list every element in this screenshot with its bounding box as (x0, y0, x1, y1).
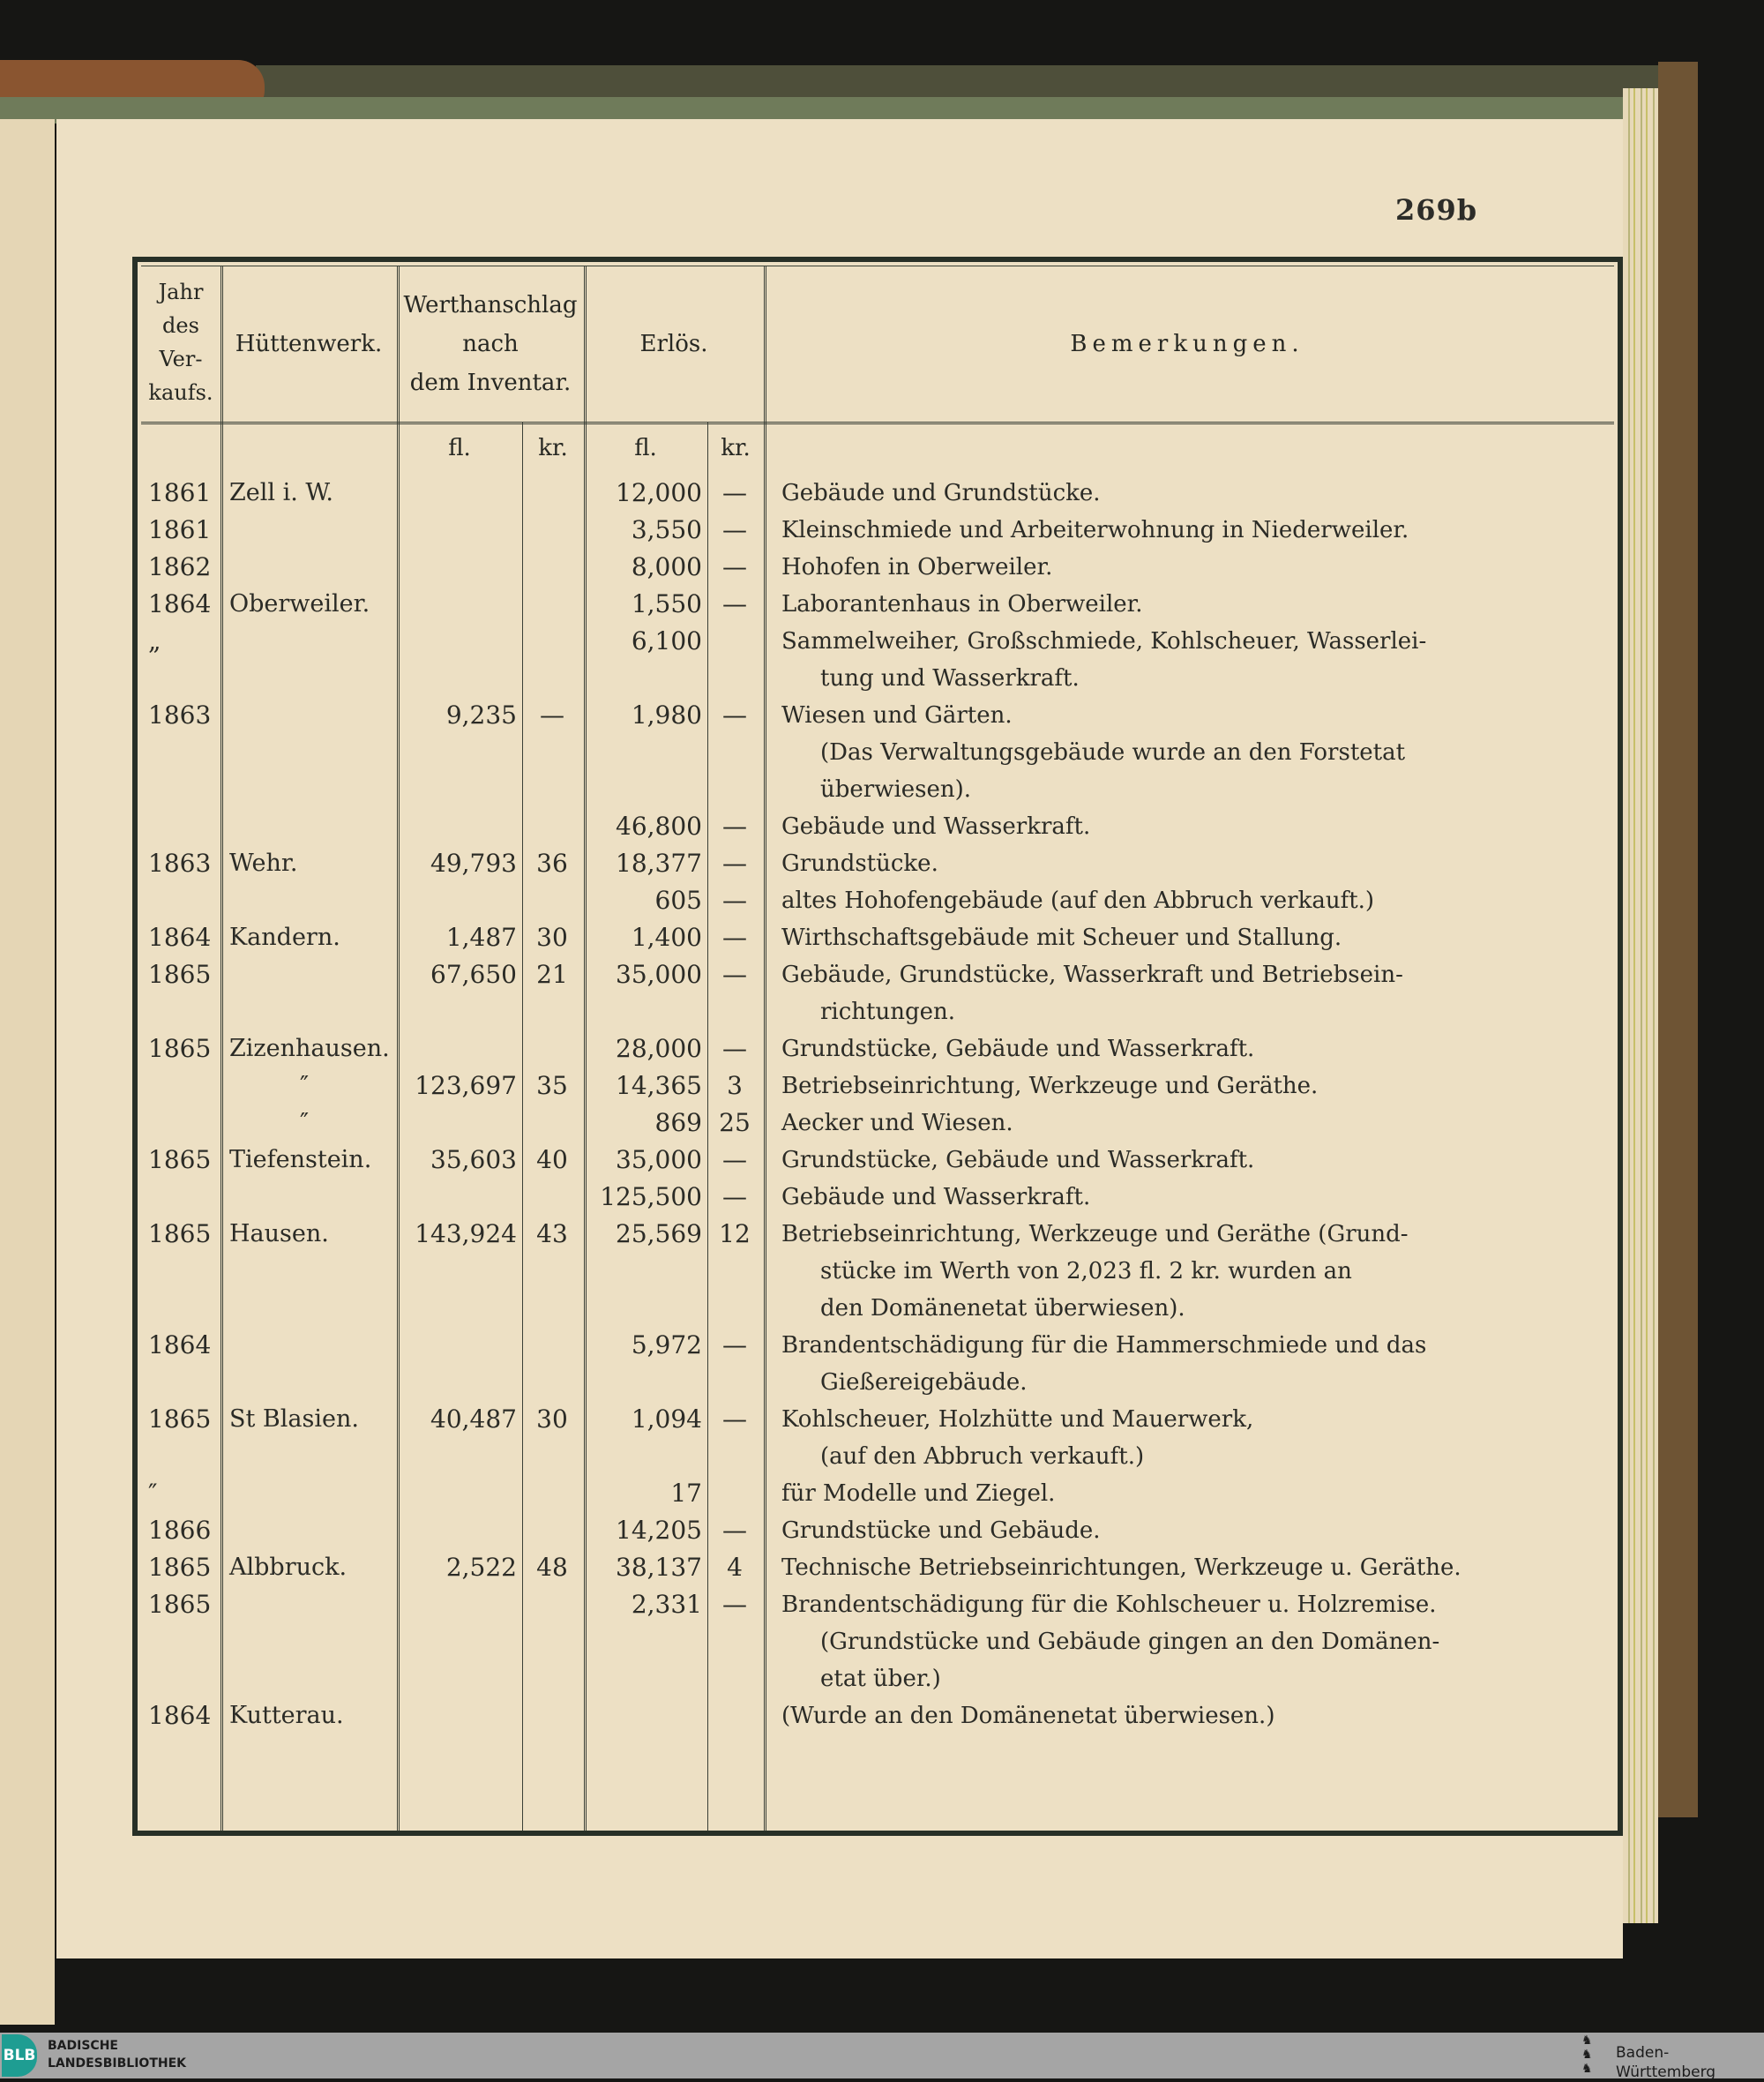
cell-proceeds-kr: 4 (727, 1553, 743, 1582)
header-year (141, 275, 220, 409)
header-remarks: Bemerkungen. (1070, 331, 1304, 357)
cell-valuation-fl: 35,603 (430, 1145, 517, 1174)
cell-remark: Brandentschädigung für die Kohlscheuer u. Holzremise. (781, 1591, 1437, 1618)
header-year-line: Ver- (159, 347, 203, 371)
cell-year: 1866 (148, 1516, 212, 1545)
blb-library-name (48, 2037, 186, 2072)
cell-valuation-kr: 35 (536, 1071, 568, 1100)
header-year-line: Jahr (158, 280, 204, 304)
header-valuation-line: nach (462, 331, 519, 357)
header-works: Hüttenwerk. (235, 331, 383, 357)
cell-works: Zizenhausen. (229, 1035, 390, 1062)
cell-valuation-kr: 30 (536, 1404, 568, 1434)
cell-remark: (Grundstücke und Gebäude gingen an den Domänen- (820, 1629, 1440, 1655)
cell-remark: Wirthschaftsgebäude mit Scheuer und Stallung. (781, 925, 1342, 951)
cell-valuation-fl: 9,235 (445, 700, 517, 730)
cell-remark: (auf den Abbruch verkauft.) (820, 1443, 1145, 1470)
left-page-sliver (0, 119, 55, 2025)
cell-remark: Technische Betriebseinrichtungen, Werkzeuge u. Geräthe. (781, 1554, 1461, 1581)
cell-year: 1865 (148, 1145, 212, 1174)
cell-proceeds-fl: 12,000 (616, 478, 702, 507)
cell-proceeds-fl: 1,980 (631, 700, 702, 730)
cell-year: 1861 (148, 478, 212, 507)
cell-year: 1865 (148, 1219, 212, 1248)
cell-remark: Sammelweiher, Großschmiede, Kohlscheuer, Wasserlei- (781, 628, 1427, 655)
cell-remark: altes Hohofengebäude (auf den Abbruch verkauft.) (781, 887, 1375, 914)
cell-proceeds-fl: 25,569 (616, 1219, 702, 1248)
cell-remark: Gebäude und Grundstücke. (781, 480, 1101, 506)
cell-valuation-fl: 49,793 (430, 849, 517, 878)
cell-proceeds-kr: — (722, 1182, 747, 1211)
cell-proceeds-kr: — (722, 923, 747, 952)
header-year-line: des (162, 313, 199, 338)
cell-valuation-fl: 143,924 (415, 1219, 517, 1248)
cell-year: 1864 (148, 1701, 212, 1730)
cell-year: 1861 (148, 515, 212, 544)
cell-year: ″ (148, 1479, 158, 1508)
cell-proceeds-fl: 2,331 (631, 1590, 702, 1619)
cell-proceeds-kr: — (722, 700, 747, 730)
cell-proceeds-fl: 6,100 (631, 626, 702, 655)
page-block-right-edge (1623, 88, 1658, 1923)
cell-proceeds-kr: — (722, 589, 747, 618)
cell-valuation-fl: 1,487 (445, 923, 517, 952)
cell-works: Albbruck. (229, 1554, 348, 1581)
baden-wuerttemberg-label[interactable]: Baden-Württemberg (1616, 2044, 1716, 2081)
cell-works: St Blasien. (229, 1405, 359, 1433)
cell-proceeds-fl: 46,800 (616, 812, 702, 841)
cell-valuation-fl: 123,697 (415, 1071, 517, 1100)
cell-remark: stücke im Werth von 2,023 fl. 2 kr. wurden an (820, 1258, 1352, 1284)
cell-proceeds-fl: 125,500 (600, 1182, 702, 1211)
cell-proceeds-fl: 35,000 (616, 1145, 702, 1174)
column-divider (584, 266, 587, 1831)
cell-valuation-kr: — (540, 700, 564, 730)
cell-remark: den Domänenetat überwiesen). (820, 1295, 1185, 1322)
cell-proceeds-kr: — (722, 1034, 747, 1063)
header-divider (141, 422, 1614, 424)
cell-remark: Wiesen und Gärten. (781, 702, 1013, 729)
cell-proceeds-kr: — (722, 1590, 747, 1619)
cell-year: 1865 (148, 960, 212, 989)
cell-proceeds-fl: 35,000 (616, 960, 702, 989)
cell-works: Oberweiler. (229, 590, 370, 618)
cell-works: ″ (300, 1072, 310, 1099)
cell-year: 1864 (148, 1330, 212, 1359)
cell-remark: Grundstücke und Gebäude. (781, 1517, 1101, 1544)
page-number: 269b (1395, 193, 1478, 227)
column-divider (522, 422, 523, 1831)
cell-valuation-kr: 40 (536, 1145, 568, 1174)
subheader-proc-kr: kr. (721, 435, 751, 461)
cell-proceeds-fl: 8,000 (631, 552, 702, 581)
blb-logo[interactable]: BLB (2, 2034, 37, 2077)
cell-proceeds-kr: — (722, 1516, 747, 1545)
column-divider (707, 422, 708, 1831)
cell-works: Tiefenstein. (229, 1146, 372, 1173)
cell-proceeds-kr: — (722, 552, 747, 581)
cell-proceeds-fl: 3,550 (631, 515, 702, 544)
cell-year: „ (148, 626, 161, 655)
blb-library-name-line: BADISCHE (48, 2039, 118, 2053)
cell-year: 1865 (148, 1590, 212, 1619)
cell-proceeds-fl: 1,094 (631, 1404, 702, 1434)
cell-proceeds-fl: 869 (654, 1108, 702, 1137)
column-divider (397, 266, 400, 1831)
book-cover-right (1658, 62, 1698, 1817)
cell-remark: Brandentschädigung für die Hammerschmiede und das (781, 1332, 1427, 1359)
cell-year: 1865 (148, 1404, 212, 1434)
subheader-val-fl: fl. (448, 435, 471, 461)
cell-valuation-fl: 2,522 (445, 1553, 517, 1582)
cell-remark: Kohlscheuer, Holzhütte und Mauerwerk, (781, 1406, 1254, 1433)
cell-proceeds-kr: — (722, 515, 747, 544)
cell-proceeds-kr: — (722, 886, 747, 915)
cell-remark: Laborantenhaus in Oberweiler. (781, 591, 1143, 618)
cell-remark: Gießereigebäude. (820, 1369, 1028, 1396)
cell-remark: für Modelle und Ziegel. (781, 1480, 1056, 1507)
column-divider (764, 266, 766, 1831)
cell-proceeds-kr: 12 (719, 1219, 751, 1248)
header-proceeds: Erlös. (639, 331, 708, 357)
cell-remark: etat über.) (820, 1666, 941, 1692)
cell-valuation-kr: 43 (536, 1219, 568, 1248)
cell-works: Hausen. (229, 1220, 329, 1247)
cell-remark: Gebäude, Grundstücke, Wasserkraft und Betriebsein- (781, 962, 1403, 988)
cell-proceeds-fl: 38,137 (616, 1553, 702, 1582)
cell-remark: Grundstücke, Gebäude und Wasserkraft. (781, 1147, 1255, 1173)
cell-valuation-kr: 30 (536, 923, 568, 952)
cell-remark: Hohofen in Oberweiler. (781, 554, 1053, 580)
cell-remark: überwiesen). (820, 776, 972, 803)
cell-valuation-fl: 40,487 (430, 1404, 517, 1434)
cell-remark: Gebäude und Wasserkraft. (781, 813, 1091, 840)
cell-proceeds-kr: — (722, 478, 747, 507)
cell-remark: (Wurde an den Domänenetat überwiesen.) (781, 1703, 1275, 1729)
header-valuation-line: Werthanschlag (403, 292, 578, 318)
subheader-val-kr: kr. (538, 435, 568, 461)
cell-valuation-kr: 36 (536, 849, 568, 878)
cell-works: Kandern. (229, 924, 340, 951)
header-valuation-line: dem Inventar. (409, 370, 572, 396)
blb-library-name-line: LANDESBIBLIOTHEK (48, 2056, 187, 2071)
sales-table (132, 257, 1623, 1836)
cell-proceeds-fl: 1,550 (631, 589, 702, 618)
cell-works: ″ (300, 1109, 310, 1136)
cell-remark: Aecker und Wiesen. (781, 1110, 1013, 1136)
cell-proceeds-kr: 25 (719, 1108, 751, 1137)
cell-proceeds-fl: 5,972 (631, 1330, 702, 1359)
cell-remark: Grundstücke. (781, 850, 938, 877)
cell-valuation-fl: 67,650 (430, 960, 517, 989)
header-valuation (397, 286, 584, 402)
cell-works: Wehr. (229, 850, 298, 877)
cell-year: 1863 (148, 849, 212, 878)
cell-works: Kutterau. (229, 1702, 344, 1729)
cell-year: 1865 (148, 1553, 212, 1582)
cell-remark: Gebäude und Wasserkraft. (781, 1184, 1091, 1210)
cell-year: 1864 (148, 589, 212, 618)
cell-year: 1863 (148, 700, 212, 730)
cell-remark: Grundstücke, Gebäude und Wasserkraft. (781, 1036, 1255, 1062)
cell-year: 1862 (148, 552, 212, 581)
cell-year: 1864 (148, 923, 212, 952)
cell-proceeds-fl: 14,205 (616, 1516, 702, 1545)
cell-works: Zell i. W. (229, 479, 334, 506)
cell-remark: tung und Wasserkraft. (820, 665, 1080, 692)
cell-proceeds-kr: — (722, 1404, 747, 1434)
cell-proceeds-kr: — (722, 960, 747, 989)
cell-remark: Kleinschmiede und Arbeiterwohnung in Niederweiler. (781, 517, 1409, 543)
cell-proceeds-kr: — (722, 1330, 747, 1359)
cell-remark: Betriebseinrichtung, Werkzeuge und Geräthe (Grund- (781, 1221, 1409, 1247)
footer-bar (0, 2033, 1764, 2078)
column-divider (220, 266, 223, 1831)
cell-remark: richtungen. (820, 999, 956, 1025)
cell-proceeds-fl: 14,365 (616, 1071, 702, 1100)
cell-proceeds-fl: 605 (654, 886, 702, 915)
cell-proceeds-fl: 17 (670, 1479, 702, 1508)
cell-remark: Betriebseinrichtung, Werkzeuge und Geräthe. (781, 1073, 1319, 1099)
cell-proceeds-kr: 3 (727, 1071, 743, 1100)
cell-valuation-kr: 48 (536, 1553, 568, 1582)
cell-proceeds-fl: 28,000 (616, 1034, 702, 1063)
lions-coat-of-arms-icon: ♞ ♞ ♞ (1581, 2033, 1593, 2076)
cell-year: 1865 (148, 1034, 212, 1063)
cell-proceeds-kr: — (722, 1145, 747, 1174)
cell-proceeds-fl: 18,377 (616, 849, 702, 878)
header-year-line: kaufs. (148, 380, 213, 405)
cell-proceeds-kr: — (722, 812, 747, 841)
cell-proceeds-kr: — (722, 849, 747, 878)
cell-proceeds-fl: 1,400 (631, 923, 702, 952)
cell-remark: (Das Verwaltungsgebäude wurde an den Forstetat (820, 739, 1406, 766)
cell-valuation-kr: 21 (536, 960, 568, 989)
subheader-proc-fl: fl. (634, 435, 657, 461)
